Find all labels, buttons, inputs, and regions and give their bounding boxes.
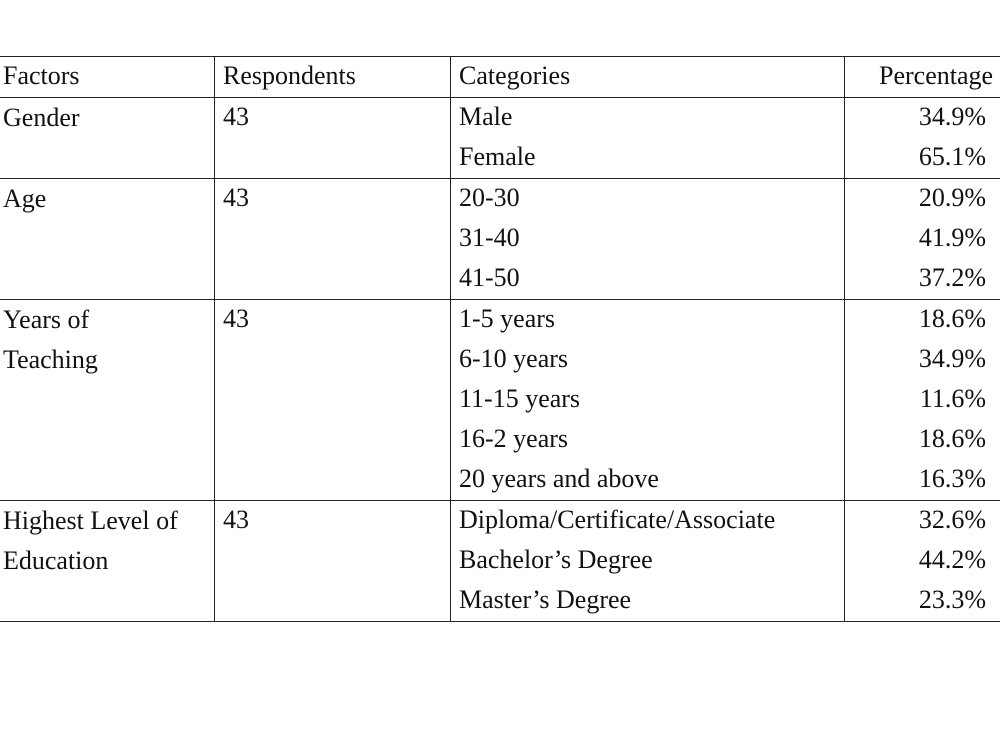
header-categories: Categories — [451, 57, 845, 98]
percentage-value: 18.6% — [918, 304, 986, 333]
percentage-cell — [845, 98, 1000, 179]
category-label: Female — [459, 142, 536, 171]
factor-label: Age — [3, 184, 47, 213]
respondents-count: 43 — [223, 183, 249, 212]
category-label: 41-50 — [459, 263, 520, 292]
factor-cell — [0, 300, 215, 501]
factor-cell — [0, 98, 215, 179]
category-label: Diploma/Certificate/Associate — [459, 505, 776, 534]
table-body — [0, 98, 1000, 622]
percentage-value: 37.2% — [918, 263, 986, 292]
factor-cell — [0, 179, 215, 300]
respondents-count: 43 — [223, 304, 249, 333]
respondents-count: 43 — [223, 505, 249, 534]
category-label: 16-2 years — [459, 424, 569, 453]
percentage-value: 20.9% — [918, 183, 986, 212]
factor-label: Years of — [3, 305, 90, 334]
category-label: 20-30 — [459, 183, 520, 212]
percentage-value: 18.6% — [918, 424, 986, 453]
demographics-table — [0, 56, 1000, 622]
factor-label: Education — [3, 546, 109, 575]
respondents-cell — [215, 501, 451, 622]
header-factors: Factors — [0, 57, 215, 98]
factor-cell — [0, 501, 215, 622]
table-row — [0, 179, 1000, 300]
table-row — [0, 98, 1000, 179]
percentage-cell — [845, 179, 1000, 300]
respondents-cell — [215, 98, 451, 179]
table-row — [0, 300, 1000, 501]
percentage-value: 41.9% — [918, 223, 986, 252]
header-percentage: Percentage — [845, 57, 1000, 98]
percentage-value: 44.2% — [918, 545, 986, 574]
respondents-count: 43 — [223, 102, 249, 131]
percentage-value: 34.9% — [918, 102, 986, 131]
category-label: Master’s Degree — [459, 585, 632, 614]
percentage-cell — [845, 501, 1000, 622]
percentage-value: 11.6% — [919, 384, 986, 413]
category-label: 11-15 years — [459, 384, 581, 413]
category-label: Male — [459, 102, 513, 131]
factor-label: Highest Level of — [3, 506, 178, 535]
category-label: 31-40 — [459, 223, 520, 252]
percentage-value: 34.9% — [918, 344, 986, 373]
factor-label: Gender — [3, 103, 80, 132]
percentage-value: 65.1% — [918, 142, 986, 171]
header-respondents: Respondents — [215, 57, 451, 98]
respondents-cell — [215, 179, 451, 300]
categories-cell — [451, 179, 845, 300]
percentage-value: 32.6% — [918, 505, 986, 534]
categories-cell — [451, 98, 845, 179]
respondents-cell — [215, 300, 451, 501]
table-header-row — [0, 57, 1000, 98]
percentage-value: 16.3% — [918, 464, 986, 493]
table-row — [0, 501, 1000, 622]
category-label: 20 years and above — [459, 464, 659, 493]
categories-cell — [451, 501, 845, 622]
demographics-table-container — [0, 56, 1000, 622]
factor-label: Teaching — [3, 345, 98, 374]
percentage-cell — [845, 300, 1000, 501]
category-label: 1-5 years — [459, 304, 556, 333]
categories-cell — [451, 300, 845, 501]
category-label: 6-10 years — [459, 344, 569, 373]
category-label: Bachelor’s Degree — [459, 545, 653, 574]
percentage-value: 23.3% — [918, 585, 986, 614]
